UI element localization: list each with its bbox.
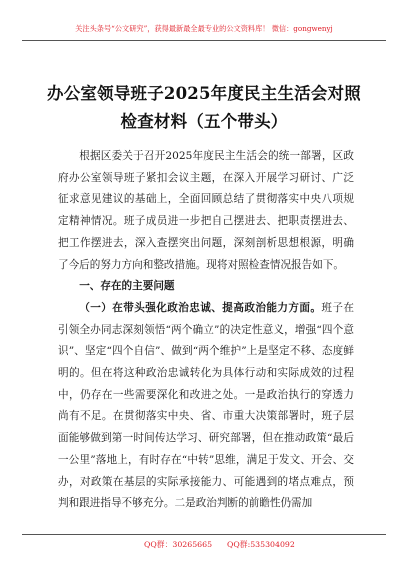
footer-qq-group-2: QQ群:535304092 bbox=[227, 540, 295, 549]
header-banner: 关注头条号“公文研究”，获得最新最全最专业的公文资料库！ 微信：gongwenyj bbox=[22, 18, 386, 41]
subsection-paragraph bbox=[58, 298, 354, 515]
intro-paragraph: 根据区委关于召开2025年度民主生活会的统一部署，区政府办公室领导班子紧扣会议主题，在深入开展学习研讨、广泛征求意见建议的基础上，全面回顾总结了贯彻落实中央八项规定精神情况。班子成员进一步把自己摆进去、把职责摆进去、把工作摆进去，深入查摆突出问题，深刻剖析思想根源，明确了今后的努力方向和整改措施。现将对照检查情况报告如下。 bbox=[58, 150, 354, 271]
document-body bbox=[58, 146, 354, 515]
section-heading: 一、存在的主要问题 bbox=[79, 280, 175, 293]
subsection-heading: （一）在带头强化政治忠诚、提高政治能力方面。 bbox=[79, 301, 322, 314]
section-paragraph bbox=[58, 276, 354, 298]
document-title: 办公室领导班子2025年度民主生活会对照检查材料（五个带头） bbox=[47, 84, 361, 131]
footer-qq-group-1: QQ群：30265665 bbox=[144, 540, 213, 549]
footer bbox=[22, 534, 386, 555]
subsection-text: 班子在引领全办同志深刻领悟“两个确立”的决定性意义，增强“四个意识”、坚定“四个自信”、做到“两个维护”上是坚定不移、态度鲜明的。但在将这种政治忠诚转化为具体行动和实际成效的过程中，仍存在一些需要深化和改进之处。一是政治执行的穿透力尚有不足。在贯彻落实中央、省、市重大决策部署时，班子层面能够做到第一时间传达学习、研究部署，但在推动政策“最后一公里”落地上，有时存在“中转”思维，满足于发文、开会、交办，对政策在基层的实际承接能力、可能遇到的堵点难点，预判和跟进指导不够充分。二是政治判断的前瞻性仍需加 bbox=[58, 301, 355, 510]
